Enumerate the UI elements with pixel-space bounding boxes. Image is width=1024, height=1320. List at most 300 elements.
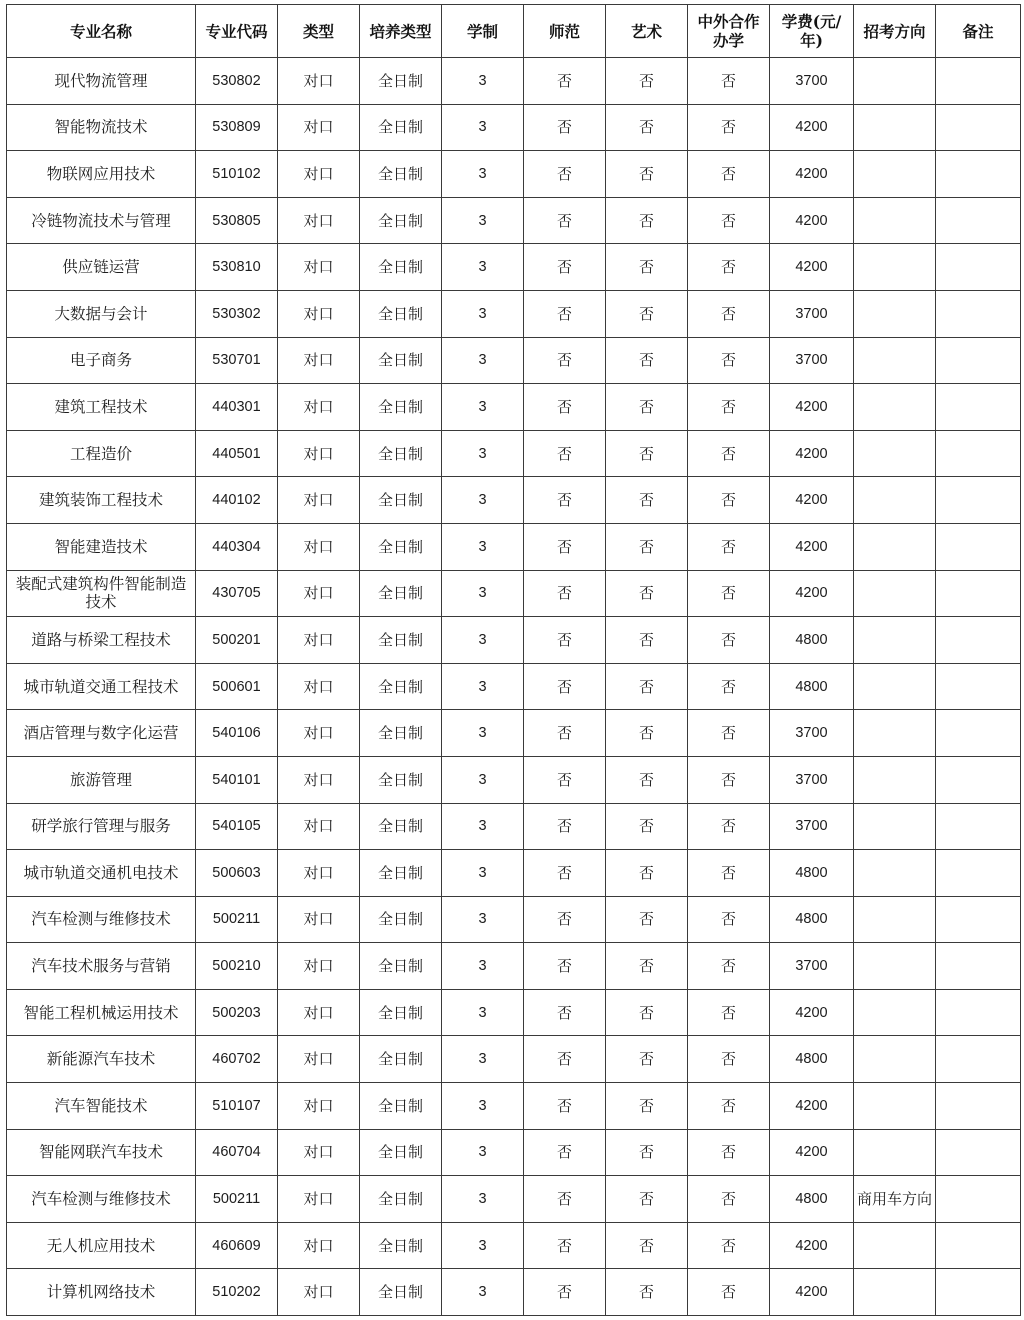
cell-remarks <box>936 244 1021 291</box>
cell-joint: 否 <box>688 1176 770 1223</box>
cell-study-mode: 全日制 <box>360 244 442 291</box>
table-row <box>7 197 1021 244</box>
cell-joint: 否 <box>688 337 770 384</box>
cell-major-code: 530805 <box>196 197 278 244</box>
cell-major-name: 供应链运营 <box>7 244 196 291</box>
cell-type: 对口 <box>278 384 360 431</box>
cell-type: 对口 <box>278 1176 360 1223</box>
cell-duration: 3 <box>442 197 524 244</box>
cell-tuition: 4200 <box>770 244 854 291</box>
cell-direction <box>854 477 936 524</box>
table-row <box>7 1176 1021 1223</box>
cell-major-name: 城市轨道交通工程技术 <box>7 663 196 710</box>
table-row <box>7 1222 1021 1269</box>
cell-study-mode: 全日制 <box>360 104 442 151</box>
cell-direction <box>854 803 936 850</box>
cell-major-code: 530810 <box>196 244 278 291</box>
table-row <box>7 896 1021 943</box>
table-row <box>7 803 1021 850</box>
table-row <box>7 1083 1021 1130</box>
cell-major-name: 物联网应用技术 <box>7 151 196 198</box>
cell-type: 对口 <box>278 197 360 244</box>
cell-major-code: 540105 <box>196 803 278 850</box>
table-row <box>7 104 1021 151</box>
cell-major-code: 460609 <box>196 1222 278 1269</box>
cell-study-mode: 全日制 <box>360 663 442 710</box>
cell-major-code: 510102 <box>196 151 278 198</box>
cell-direction <box>854 1222 936 1269</box>
cell-direction: 商用车方向 <box>854 1176 936 1223</box>
cell-major-name: 新能源汽车技术 <box>7 1036 196 1083</box>
cell-major-code: 500211 <box>196 896 278 943</box>
cell-remarks <box>936 617 1021 664</box>
cell-study-mode: 全日制 <box>360 337 442 384</box>
cell-duration: 3 <box>442 570 524 617</box>
cell-study-mode: 全日制 <box>360 58 442 105</box>
cell-normal: 否 <box>524 1222 606 1269</box>
table-header <box>7 5 1021 58</box>
table-body <box>7 58 1021 1316</box>
cell-art: 否 <box>606 151 688 198</box>
cell-major-code: 500203 <box>196 989 278 1036</box>
cell-remarks <box>936 896 1021 943</box>
cell-major-name: 研学旅行管理与服务 <box>7 803 196 850</box>
cell-tuition: 4200 <box>770 1269 854 1316</box>
cell-normal: 否 <box>524 151 606 198</box>
cell-remarks <box>936 523 1021 570</box>
cell-major-code: 530701 <box>196 337 278 384</box>
cell-joint: 否 <box>688 151 770 198</box>
cell-duration: 3 <box>442 617 524 664</box>
table-row <box>7 337 1021 384</box>
cell-normal: 否 <box>524 1176 606 1223</box>
table-row <box>7 58 1021 105</box>
cell-study-mode: 全日制 <box>360 151 442 198</box>
cell-art: 否 <box>606 1083 688 1130</box>
cell-type: 对口 <box>278 663 360 710</box>
cell-remarks <box>936 58 1021 105</box>
cell-art: 否 <box>606 477 688 524</box>
cell-joint: 否 <box>688 104 770 151</box>
cell-art: 否 <box>606 803 688 850</box>
cell-study-mode: 全日制 <box>360 1036 442 1083</box>
cell-art: 否 <box>606 1176 688 1223</box>
cell-direction <box>854 710 936 757</box>
cell-joint: 否 <box>688 896 770 943</box>
cell-art: 否 <box>606 989 688 1036</box>
cell-type: 对口 <box>278 104 360 151</box>
cell-major-code: 530802 <box>196 58 278 105</box>
cell-normal: 否 <box>524 477 606 524</box>
header-study-mode: 培养类型 <box>360 5 442 58</box>
cell-joint: 否 <box>688 477 770 524</box>
cell-duration: 3 <box>442 58 524 105</box>
cell-direction <box>854 430 936 477</box>
majors-table <box>6 4 1021 1316</box>
cell-direction <box>854 663 936 710</box>
cell-duration: 3 <box>442 477 524 524</box>
cell-major-name: 汽车智能技术 <box>7 1083 196 1130</box>
cell-major-code: 460702 <box>196 1036 278 1083</box>
cell-joint: 否 <box>688 523 770 570</box>
cell-tuition: 4200 <box>770 197 854 244</box>
table-row <box>7 663 1021 710</box>
cell-major-name: 智能网联汽车技术 <box>7 1129 196 1176</box>
cell-study-mode: 全日制 <box>360 384 442 431</box>
cell-duration: 3 <box>442 1129 524 1176</box>
cell-type: 对口 <box>278 617 360 664</box>
cell-tuition: 4200 <box>770 151 854 198</box>
cell-tuition: 4800 <box>770 663 854 710</box>
cell-normal: 否 <box>524 756 606 803</box>
cell-normal: 否 <box>524 803 606 850</box>
cell-duration: 3 <box>442 1176 524 1223</box>
cell-tuition: 3700 <box>770 803 854 850</box>
cell-tuition: 4200 <box>770 384 854 431</box>
cell-art: 否 <box>606 384 688 431</box>
cell-type: 对口 <box>278 710 360 757</box>
cell-normal: 否 <box>524 197 606 244</box>
cell-tuition: 4200 <box>770 1129 854 1176</box>
cell-normal: 否 <box>524 523 606 570</box>
cell-duration: 3 <box>442 1269 524 1316</box>
cell-remarks <box>936 477 1021 524</box>
cell-tuition: 4200 <box>770 989 854 1036</box>
cell-direction <box>854 337 936 384</box>
cell-remarks <box>936 850 1021 897</box>
cell-remarks <box>936 197 1021 244</box>
cell-study-mode: 全日制 <box>360 710 442 757</box>
cell-duration: 3 <box>442 943 524 990</box>
cell-type: 对口 <box>278 337 360 384</box>
cell-duration: 3 <box>442 151 524 198</box>
cell-major-name: 智能物流技术 <box>7 104 196 151</box>
cell-normal: 否 <box>524 244 606 291</box>
cell-tuition: 3700 <box>770 337 854 384</box>
cell-study-mode: 全日制 <box>360 943 442 990</box>
cell-art: 否 <box>606 943 688 990</box>
cell-tuition: 4800 <box>770 1176 854 1223</box>
table-row <box>7 290 1021 337</box>
cell-normal: 否 <box>524 710 606 757</box>
cell-duration: 3 <box>442 803 524 850</box>
cell-normal: 否 <box>524 663 606 710</box>
cell-type: 对口 <box>278 1083 360 1130</box>
cell-normal: 否 <box>524 104 606 151</box>
cell-major-code: 510202 <box>196 1269 278 1316</box>
cell-remarks <box>936 1083 1021 1130</box>
cell-direction <box>854 104 936 151</box>
cell-normal: 否 <box>524 1036 606 1083</box>
cell-study-mode: 全日制 <box>360 290 442 337</box>
cell-joint: 否 <box>688 803 770 850</box>
cell-art: 否 <box>606 1129 688 1176</box>
cell-duration: 3 <box>442 756 524 803</box>
cell-art: 否 <box>606 58 688 105</box>
cell-joint: 否 <box>688 384 770 431</box>
cell-type: 对口 <box>278 570 360 617</box>
cell-major-code: 540101 <box>196 756 278 803</box>
header-type: 类型 <box>278 5 360 58</box>
cell-major-code: 440102 <box>196 477 278 524</box>
cell-art: 否 <box>606 710 688 757</box>
cell-normal: 否 <box>524 430 606 477</box>
cell-major-name: 城市轨道交通机电技术 <box>7 850 196 897</box>
cell-duration: 3 <box>442 1222 524 1269</box>
cell-study-mode: 全日制 <box>360 896 442 943</box>
cell-direction <box>854 1269 936 1316</box>
cell-major-name: 汽车检测与维修技术 <box>7 896 196 943</box>
cell-remarks <box>936 663 1021 710</box>
cell-remarks <box>936 1036 1021 1083</box>
cell-study-mode: 全日制 <box>360 197 442 244</box>
cell-tuition: 3700 <box>770 943 854 990</box>
cell-tuition: 4200 <box>770 523 854 570</box>
cell-type: 对口 <box>278 943 360 990</box>
cell-tuition: 3700 <box>770 58 854 105</box>
cell-remarks <box>936 290 1021 337</box>
cell-normal: 否 <box>524 1083 606 1130</box>
cell-normal: 否 <box>524 896 606 943</box>
cell-normal: 否 <box>524 989 606 1036</box>
table-row <box>7 151 1021 198</box>
cell-art: 否 <box>606 617 688 664</box>
cell-type: 对口 <box>278 1129 360 1176</box>
cell-art: 否 <box>606 896 688 943</box>
cell-remarks <box>936 384 1021 431</box>
cell-remarks <box>936 943 1021 990</box>
cell-type: 对口 <box>278 1036 360 1083</box>
cell-normal: 否 <box>524 617 606 664</box>
cell-duration: 3 <box>442 1036 524 1083</box>
cell-direction <box>854 1036 936 1083</box>
cell-study-mode: 全日制 <box>360 1269 442 1316</box>
cell-joint: 否 <box>688 430 770 477</box>
header-normal: 师范 <box>524 5 606 58</box>
cell-major-name: 冷链物流技术与管理 <box>7 197 196 244</box>
cell-tuition: 3700 <box>770 756 854 803</box>
cell-major-code: 510107 <box>196 1083 278 1130</box>
cell-remarks <box>936 1222 1021 1269</box>
cell-duration: 3 <box>442 710 524 757</box>
cell-major-name: 无人机应用技术 <box>7 1222 196 1269</box>
table-row <box>7 477 1021 524</box>
cell-major-name: 建筑装饰工程技术 <box>7 477 196 524</box>
cell-duration: 3 <box>442 989 524 1036</box>
cell-normal: 否 <box>524 384 606 431</box>
cell-major-code: 430705 <box>196 570 278 617</box>
cell-type: 对口 <box>278 850 360 897</box>
cell-joint: 否 <box>688 570 770 617</box>
cell-major-name: 酒店管理与数字化运营 <box>7 710 196 757</box>
cell-remarks <box>936 570 1021 617</box>
cell-study-mode: 全日制 <box>360 850 442 897</box>
cell-study-mode: 全日制 <box>360 430 442 477</box>
cell-type: 对口 <box>278 523 360 570</box>
cell-tuition: 3700 <box>770 290 854 337</box>
cell-study-mode: 全日制 <box>360 803 442 850</box>
cell-art: 否 <box>606 523 688 570</box>
header-art: 艺术 <box>606 5 688 58</box>
cell-art: 否 <box>606 1036 688 1083</box>
cell-normal: 否 <box>524 337 606 384</box>
cell-joint: 否 <box>688 1269 770 1316</box>
cell-major-name: 智能工程机械运用技术 <box>7 989 196 1036</box>
cell-joint: 否 <box>688 710 770 757</box>
cell-remarks <box>936 803 1021 850</box>
cell-major-code: 500210 <box>196 943 278 990</box>
cell-type: 对口 <box>278 1269 360 1316</box>
cell-study-mode: 全日制 <box>360 1083 442 1130</box>
cell-direction <box>854 384 936 431</box>
cell-joint: 否 <box>688 244 770 291</box>
header-direction: 招考方向 <box>854 5 936 58</box>
cell-direction <box>854 197 936 244</box>
cell-major-name: 建筑工程技术 <box>7 384 196 431</box>
cell-direction <box>854 943 936 990</box>
cell-type: 对口 <box>278 989 360 1036</box>
cell-remarks <box>936 1269 1021 1316</box>
cell-duration: 3 <box>442 244 524 291</box>
cell-remarks <box>936 1129 1021 1176</box>
cell-study-mode: 全日制 <box>360 617 442 664</box>
header-joint: 中外合作办学 <box>688 5 770 58</box>
table-row <box>7 1129 1021 1176</box>
cell-remarks <box>936 1176 1021 1223</box>
table-row <box>7 989 1021 1036</box>
cell-art: 否 <box>606 197 688 244</box>
table-row <box>7 384 1021 431</box>
cell-tuition: 4800 <box>770 617 854 664</box>
cell-study-mode: 全日制 <box>360 477 442 524</box>
table-row <box>7 710 1021 757</box>
cell-direction <box>854 523 936 570</box>
table-row <box>7 430 1021 477</box>
cell-direction <box>854 244 936 291</box>
cell-direction <box>854 617 936 664</box>
cell-art: 否 <box>606 244 688 291</box>
header-remarks: 备注 <box>936 5 1021 58</box>
cell-study-mode: 全日制 <box>360 989 442 1036</box>
header-row <box>7 5 1021 58</box>
cell-major-name: 汽车技术服务与营销 <box>7 943 196 990</box>
cell-direction <box>854 756 936 803</box>
cell-tuition: 4200 <box>770 104 854 151</box>
cell-major-code: 500201 <box>196 617 278 664</box>
cell-joint: 否 <box>688 1222 770 1269</box>
cell-major-code: 440304 <box>196 523 278 570</box>
cell-type: 对口 <box>278 244 360 291</box>
cell-tuition: 4200 <box>770 430 854 477</box>
cell-direction <box>854 1083 936 1130</box>
table-row <box>7 617 1021 664</box>
cell-art: 否 <box>606 1222 688 1269</box>
cell-major-code: 500603 <box>196 850 278 897</box>
header-tuition: 学费(元/年) <box>770 5 854 58</box>
cell-art: 否 <box>606 290 688 337</box>
cell-art: 否 <box>606 663 688 710</box>
cell-major-name: 工程造价 <box>7 430 196 477</box>
cell-joint: 否 <box>688 1083 770 1130</box>
table-row <box>7 756 1021 803</box>
table-row <box>7 1269 1021 1316</box>
cell-type: 对口 <box>278 430 360 477</box>
cell-type: 对口 <box>278 151 360 198</box>
table-row <box>7 850 1021 897</box>
table-row <box>7 523 1021 570</box>
cell-art: 否 <box>606 1269 688 1316</box>
cell-type: 对口 <box>278 290 360 337</box>
cell-normal: 否 <box>524 850 606 897</box>
cell-direction <box>854 290 936 337</box>
cell-duration: 3 <box>442 663 524 710</box>
cell-normal: 否 <box>524 570 606 617</box>
cell-major-name: 智能建造技术 <box>7 523 196 570</box>
cell-duration: 3 <box>442 850 524 897</box>
cell-type: 对口 <box>278 803 360 850</box>
cell-major-code: 500601 <box>196 663 278 710</box>
cell-normal: 否 <box>524 290 606 337</box>
cell-direction <box>854 989 936 1036</box>
cell-major-name: 大数据与会计 <box>7 290 196 337</box>
cell-duration: 3 <box>442 337 524 384</box>
cell-art: 否 <box>606 104 688 151</box>
cell-normal: 否 <box>524 1269 606 1316</box>
cell-major-code: 500211 <box>196 1176 278 1223</box>
table-row <box>7 244 1021 291</box>
cell-remarks <box>936 430 1021 477</box>
cell-remarks <box>936 710 1021 757</box>
cell-tuition: 4800 <box>770 850 854 897</box>
header-duration: 学制 <box>442 5 524 58</box>
cell-tuition: 3700 <box>770 710 854 757</box>
cell-art: 否 <box>606 570 688 617</box>
table-row <box>7 1036 1021 1083</box>
cell-joint: 否 <box>688 989 770 1036</box>
cell-joint: 否 <box>688 197 770 244</box>
cell-art: 否 <box>606 850 688 897</box>
cell-duration: 3 <box>442 1083 524 1130</box>
cell-major-name: 汽车检测与维修技术 <box>7 1176 196 1223</box>
cell-type: 对口 <box>278 477 360 524</box>
cell-art: 否 <box>606 430 688 477</box>
cell-major-name: 道路与桥梁工程技术 <box>7 617 196 664</box>
cell-major-name: 计算机网络技术 <box>7 1269 196 1316</box>
cell-remarks <box>936 104 1021 151</box>
cell-major-code: 530809 <box>196 104 278 151</box>
cell-major-code: 540106 <box>196 710 278 757</box>
cell-study-mode: 全日制 <box>360 1129 442 1176</box>
cell-major-name: 装配式建筑构件智能制造技术 <box>7 570 196 617</box>
cell-direction <box>854 850 936 897</box>
cell-joint: 否 <box>688 58 770 105</box>
cell-remarks <box>936 989 1021 1036</box>
cell-tuition: 4200 <box>770 1083 854 1130</box>
cell-duration: 3 <box>442 384 524 431</box>
cell-duration: 3 <box>442 290 524 337</box>
cell-tuition: 4200 <box>770 570 854 617</box>
cell-tuition: 4800 <box>770 1036 854 1083</box>
cell-direction <box>854 896 936 943</box>
cell-major-code: 440301 <box>196 384 278 431</box>
cell-duration: 3 <box>442 896 524 943</box>
cell-type: 对口 <box>278 896 360 943</box>
cell-type: 对口 <box>278 1222 360 1269</box>
cell-joint: 否 <box>688 756 770 803</box>
cell-tuition: 4800 <box>770 896 854 943</box>
cell-type: 对口 <box>278 756 360 803</box>
cell-joint: 否 <box>688 943 770 990</box>
